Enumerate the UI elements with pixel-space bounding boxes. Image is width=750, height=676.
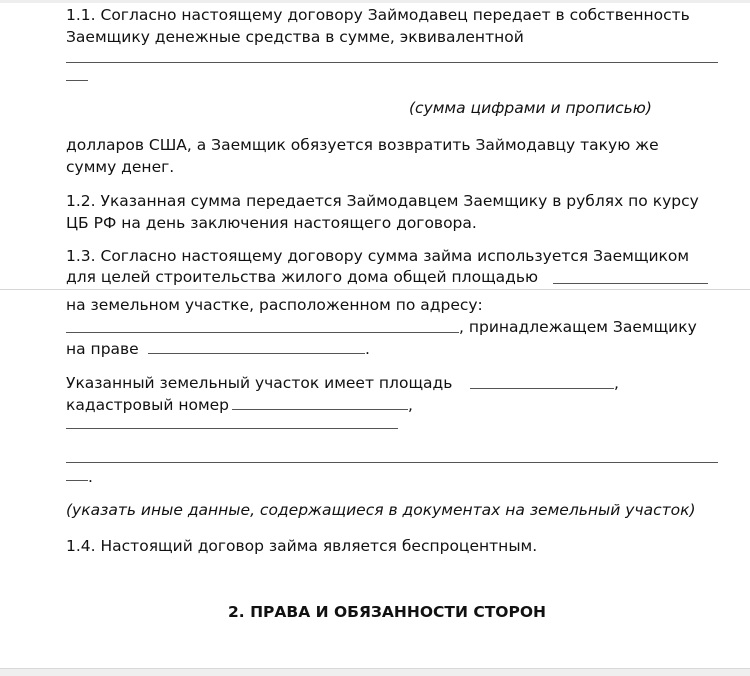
clause-1-3-line-5-end: . [365, 340, 370, 358]
plot-area-blank-line[interactable] [470, 388, 614, 389]
other-data-hint: (указать иные данные, содержащиеся в документах на земельный участок) [66, 501, 696, 519]
clause-1-3-line-4: , принадлежащем Заемщику [459, 318, 697, 336]
clause-1-2-line-1: 1.2. Указанная сумма передается Займодавцем Заемщику в рублях по курсу [66, 192, 699, 210]
clause-1-3-line-1: 1.3. Согласно настоящему договору сумма займа используется Заемщиком [66, 247, 690, 265]
plot-line-2-end: , [408, 396, 413, 414]
other-data-blank-line-continued[interactable] [66, 480, 88, 481]
clause-1-3-line-5: на праве [66, 340, 139, 358]
clause-1-1-line-1: 1.1. Согласно настоящему договору Займодавец передает в собственность [66, 6, 690, 24]
amount-blank-line-continued[interactable] [66, 80, 88, 81]
cadastral-number-blank-line[interactable] [232, 409, 408, 410]
plot-line-1: Указанный земельный участок имеет площадь [66, 374, 453, 392]
right-type-blank-line[interactable] [148, 353, 365, 354]
viewer-top-edge [0, 0, 750, 3]
clause-1-3-line-3: на земельном участке, расположенном по адресу: [66, 296, 483, 314]
plot-line-2: кадастровый номер [66, 396, 230, 414]
other-data-end: . [88, 468, 93, 486]
other-data-blank-line[interactable] [66, 462, 718, 463]
clause-1-3-line-2: для целей строительства жилого дома общей площадью [66, 268, 539, 286]
cadastral-blank-line-continued[interactable] [66, 428, 398, 429]
house-area-blank-line[interactable] [553, 283, 708, 284]
amount-blank-line[interactable] [66, 62, 718, 63]
viewer-bottom-bar [0, 669, 750, 676]
clause-1-1-line-2: Заемщику денежные средства в сумме, эквивалентной [66, 28, 524, 46]
clause-1-1-line-4: сумму денег. [66, 158, 175, 176]
clause-1-2-line-2: ЦБ РФ на день заключения настоящего договора. [66, 214, 477, 232]
amount-hint: (сумма цифрами и прописью) [409, 99, 652, 117]
page-break [0, 289, 750, 290]
clause-1-1-line-3: долларов США, а Заемщик обязуется возвратить Займодавцу такую же [66, 136, 659, 154]
address-blank-line[interactable] [66, 332, 459, 333]
section-2-heading: 2. ПРАВА И ОБЯЗАННОСТИ СТОРОН [228, 603, 546, 621]
plot-line-1-end: , [614, 374, 619, 392]
clause-1-4-line-1: 1.4. Настоящий договор займа является беспроцентным. [66, 537, 538, 555]
